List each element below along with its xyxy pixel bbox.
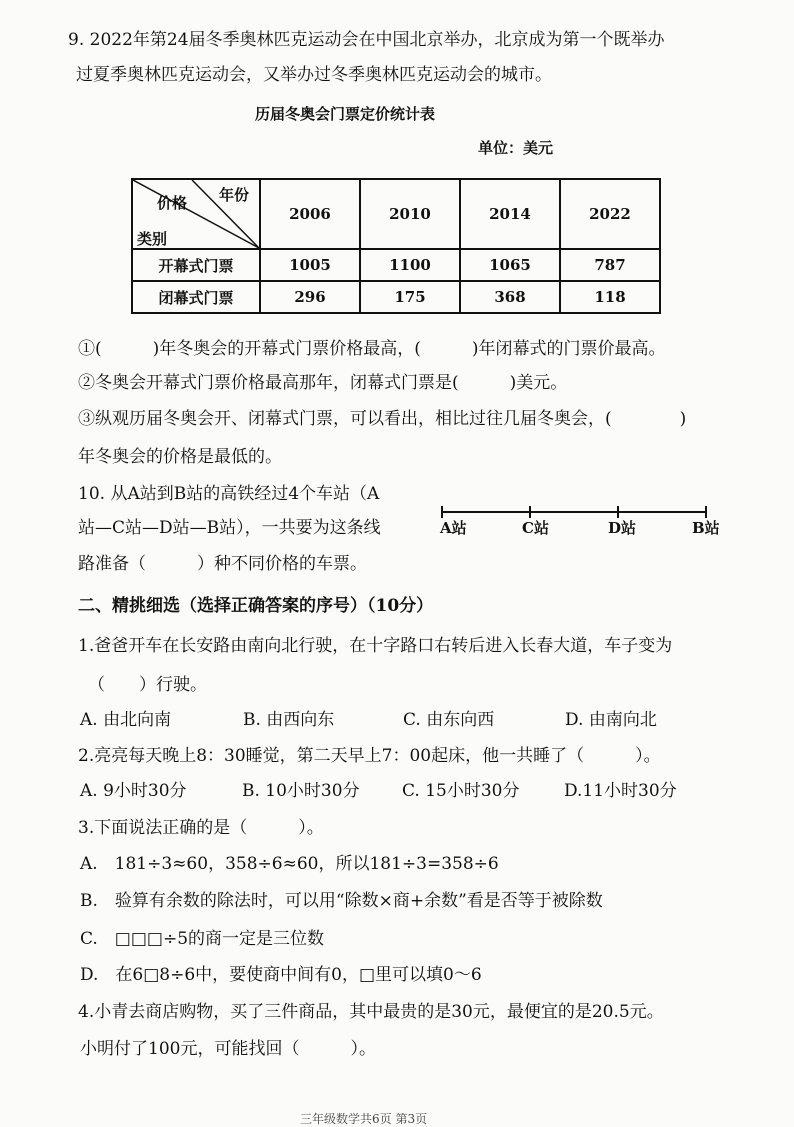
rail-line [440,503,730,519]
option-a: A. 9小时30分 [80,781,187,801]
option-b: B. 10小时30分 [242,781,360,801]
ticket-price-table [131,178,661,314]
q9-line2: 过夏季奥林匹克运动会，又举办过冬季奥林匹克运动会的城市。 [76,65,552,85]
s2-q4-line1: 4.小青去商店购物，买了三件商品，其中最贵的是30元，最便宜的是20.5元。 [78,1002,664,1022]
corner-type-label: 类别 [137,230,168,248]
table-unit: 单位：美元 [478,139,554,157]
s2-q4-line2: 小明付了100元，可能找回（ ）。 [80,1039,376,1059]
s2-q2-options [80,779,677,803]
q9-sub2: ②冬奥会开幕式门票价格最高那年，闭幕式门票是( )美元。 [78,373,568,393]
row-label: 开幕式门票 [132,249,260,281]
q10-line3: 路准备（ ）种不同价格的车票。 [78,554,367,574]
option-c: C. 15小时30分 [402,781,520,801]
s2-q3-option-b: B. 验算有余数的除法时，可以用“除数×商+余数”看是否等于被除数 [80,891,603,911]
s2-q1-line2: （ ）行驶。 [88,675,207,695]
year-header: 2010 [360,179,460,249]
s2-q1-options [80,708,657,732]
s2-q3-option-c: C. □□□÷5的商一定是三位数 [80,929,325,949]
station-label: A站 [440,519,467,537]
price-cell: 175 [360,281,460,313]
year-header: 2014 [460,179,560,249]
s2-q2-line1: 2.亮亮每天晚上8：30睡觉，第二天早上7：00起床，他一共睡了（ ）。 [78,746,661,766]
option-c: C. 由东向西 [403,710,495,730]
s2-q3-option-d: D. 在6□8÷6中，要使商中间有0，□里可以填0～6 [80,965,482,985]
q9-sub3-line2: 年冬奥会的价格是最低的。 [78,447,282,467]
option-d: D.11小时30分 [564,781,677,801]
table-corner-cell [132,179,260,249]
year-header: 2022 [560,179,660,249]
q9-sub1: ①( )年冬奥会的开幕式门票价格最高，( )年闭幕式的门票价最高。 [78,339,666,359]
option-d: D. 由南向北 [565,710,657,730]
price-cell: 1065 [460,249,560,281]
option-b: B. 由西向东 [243,710,335,730]
s2-q3-option-a: A. 181÷3≈60，358÷6≈60，所以181÷3=358÷6 [80,854,499,874]
q10-line2: 站—C站—D站—B站），一共要为这条线 [78,518,381,538]
q9-sub3-line1: ③纵观历届冬奥会开、闭幕式门票，可以看出，相比过往几届冬奥会，( ) [78,409,687,429]
section2-heading: 二、精挑细选（选择正确答案的序号）（10分） [78,596,434,616]
table-title: 历届冬奥会门票定价统计表 [255,105,436,123]
price-cell: 118 [560,281,660,313]
rail-route-diagram [440,503,730,543]
q9-line1: 9. 2022年第24届冬季奥林匹克运动会在中国北京举办，北京成为第一个既举办 [68,30,665,50]
price-cell: 368 [460,281,560,313]
q10-line1: 10. 从A站到B站的高铁经过4个车站（A [78,484,380,504]
price-cell: 296 [260,281,360,313]
s2-q1-line1: 1.爸爸开车在长安路由南向北行驶，在十字路口右转后进入长春大道，车子变为 [78,636,673,656]
price-cell: 787 [560,249,660,281]
corner-year-label: 年份 [219,186,250,204]
station-label: B站 [692,519,720,537]
station-label: D站 [608,519,637,537]
year-header: 2006 [260,179,360,249]
page-footer: 三年级数学共6页 第3页 [300,1112,428,1126]
price-cell: 1100 [360,249,460,281]
row-label: 闭幕式门票 [132,281,260,313]
table-row [132,281,660,313]
s2-q3-line1: 3.下面说法正确的是（ ）。 [78,818,324,838]
option-a: A. 由北向南 [80,710,172,730]
price-cell: 1005 [260,249,360,281]
corner-price-label: 价格 [157,194,188,212]
table-row [132,249,660,281]
station-label: C站 [522,519,549,537]
